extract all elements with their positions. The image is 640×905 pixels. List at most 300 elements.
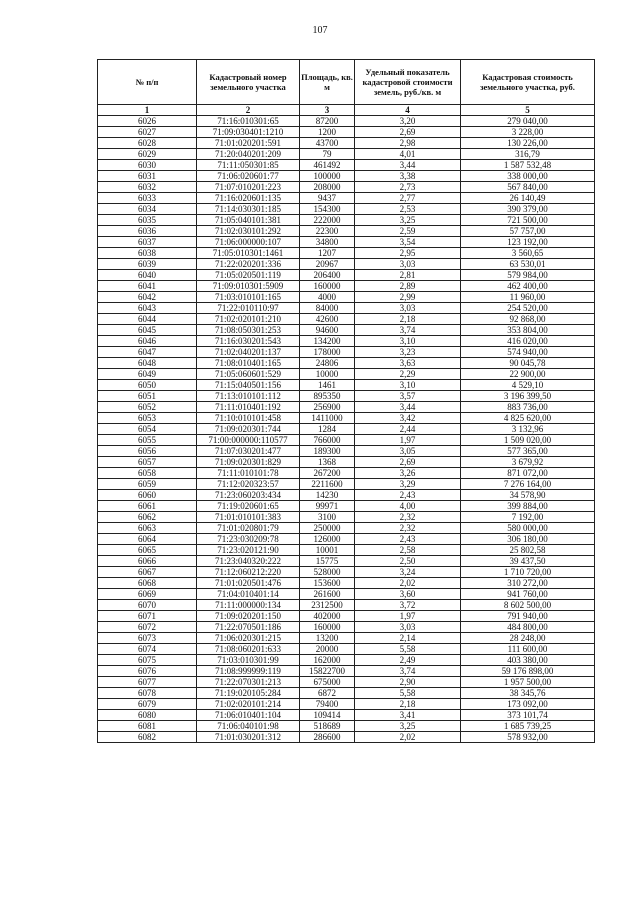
table-row [98, 732, 595, 743]
cell-cadastral-value: 462 400,00 [461, 281, 595, 292]
cell-unit-value: 3,03 [355, 303, 461, 314]
table-row [98, 193, 595, 204]
cell-area: 99971 [300, 501, 355, 512]
cell-cadastral-number: 71:09:020201:150 [197, 611, 300, 622]
cell-area: 162000 [300, 655, 355, 666]
table-row [98, 666, 595, 677]
table-row [98, 699, 595, 710]
cell-cadastral-number: 71:04:010401:14 [197, 589, 300, 600]
table-row [98, 336, 595, 347]
cell-cadastral-value: 3 196 399,50 [461, 391, 595, 402]
cell-unit-value: 2,02 [355, 732, 461, 743]
cell-row-number: 6066 [98, 556, 197, 567]
table-row [98, 413, 595, 424]
cell-unit-value: 3,05 [355, 446, 461, 457]
cell-cadastral-value: 25 802,58 [461, 545, 595, 556]
table-row [98, 424, 595, 435]
cell-area: 518689 [300, 721, 355, 732]
cell-area: 2211600 [300, 479, 355, 490]
cell-unit-value: 2,32 [355, 523, 461, 534]
cell-cadastral-number: 71:02:020101:214 [197, 699, 300, 710]
cell-area: 178000 [300, 347, 355, 358]
cell-row-number: 6069 [98, 589, 197, 600]
cell-area: 1207 [300, 248, 355, 259]
cell-row-number: 6043 [98, 303, 197, 314]
table-row [98, 446, 595, 457]
table-body [98, 116, 595, 743]
cell-unit-value: 2,02 [355, 578, 461, 589]
cell-cadastral-value: 1 957 500,00 [461, 677, 595, 688]
cell-cadastral-number: 71:08:010401:165 [197, 358, 300, 369]
cell-cadastral-number: 71:11:010101:78 [197, 468, 300, 479]
cell-cadastral-value: 34 578,90 [461, 490, 595, 501]
table-row [98, 248, 595, 259]
cell-cadastral-number: 71:23:060203:434 [197, 490, 300, 501]
cell-area: 87200 [300, 116, 355, 127]
table-row [98, 721, 595, 732]
cell-unit-value: 3,41 [355, 710, 461, 721]
cell-cadastral-number: 71:08:050301:253 [197, 325, 300, 336]
cell-row-number: 6078 [98, 688, 197, 699]
cell-cadastral-number: 71:01:020201:591 [197, 138, 300, 149]
cell-cadastral-number: 71:07:030201:477 [197, 446, 300, 457]
cell-cadastral-number: 71:16:010301:65 [197, 116, 300, 127]
cell-cadastral-value: 579 984,00 [461, 270, 595, 281]
table-row [98, 710, 595, 721]
table-row [98, 523, 595, 534]
cell-cadastral-value: 92 868,00 [461, 314, 595, 325]
cell-cadastral-number: 71:06:020601:77 [197, 171, 300, 182]
cell-cadastral-value: 1 710 720,00 [461, 567, 595, 578]
table-row [98, 127, 595, 138]
cell-cadastral-number: 71:11:010401:192 [197, 402, 300, 413]
cell-unit-value: 2,81 [355, 270, 461, 281]
cell-cadastral-number: 71:14:030301:185 [197, 204, 300, 215]
table-row [98, 468, 595, 479]
cell-unit-value: 3,26 [355, 468, 461, 479]
cell-unit-value: 3,10 [355, 380, 461, 391]
cell-row-number: 6059 [98, 479, 197, 490]
cell-row-number: 6068 [98, 578, 197, 589]
cell-cadastral-number: 71:09:030401:1210 [197, 127, 300, 138]
table-row [98, 116, 595, 127]
cell-row-number: 6082 [98, 732, 197, 743]
cell-row-number: 6041 [98, 281, 197, 292]
cell-area: 34800 [300, 237, 355, 248]
cell-area: 15775 [300, 556, 355, 567]
cell-cadastral-value: 173 092,00 [461, 699, 595, 710]
cell-area: 6872 [300, 688, 355, 699]
cell-cadastral-number: 71:03:010301:99 [197, 655, 300, 666]
cell-cadastral-value: 871 072,00 [461, 468, 595, 479]
cell-unit-value: 3,24 [355, 567, 461, 578]
cell-unit-value: 2,73 [355, 182, 461, 193]
cell-unit-value: 2,59 [355, 226, 461, 237]
cell-row-number: 6070 [98, 600, 197, 611]
cell-unit-value: 2,58 [355, 545, 461, 556]
cell-cadastral-value: 279 040,00 [461, 116, 595, 127]
cell-row-number: 6058 [98, 468, 197, 479]
cell-cadastral-number: 71:19:020105:284 [197, 688, 300, 699]
cell-unit-value: 2,77 [355, 193, 461, 204]
cell-cadastral-value: 22 900,00 [461, 369, 595, 380]
cell-cadastral-number: 71:05:020501:119 [197, 270, 300, 281]
cell-cadastral-number: 71:03:010101:165 [197, 292, 300, 303]
cell-cadastral-number: 71:12:020323:57 [197, 479, 300, 490]
cell-row-number: 6071 [98, 611, 197, 622]
cell-row-number: 6027 [98, 127, 197, 138]
table-row [98, 545, 595, 556]
cell-unit-value: 3,60 [355, 589, 461, 600]
cell-cadastral-number: 71:06:020301:215 [197, 633, 300, 644]
table-row [98, 270, 595, 281]
cell-area: 109414 [300, 710, 355, 721]
cell-area: 100000 [300, 171, 355, 182]
cell-area: 79400 [300, 699, 355, 710]
cell-cadastral-number: 71:10:010101:458 [197, 413, 300, 424]
cell-unit-value: 2,18 [355, 314, 461, 325]
cell-area: 4000 [300, 292, 355, 303]
cell-area: 250000 [300, 523, 355, 534]
cell-area: 402000 [300, 611, 355, 622]
table-row [98, 655, 595, 666]
cell-unit-value: 3,25 [355, 721, 461, 732]
cell-unit-value: 3,57 [355, 391, 461, 402]
cell-area: 160000 [300, 281, 355, 292]
cell-cadastral-value: 338 000,00 [461, 171, 595, 182]
cell-row-number: 6040 [98, 270, 197, 281]
cell-cadastral-number: 71:02:020101:210 [197, 314, 300, 325]
cell-cadastral-value: 721 500,00 [461, 215, 595, 226]
cell-unit-value: 3,38 [355, 171, 461, 182]
cell-unit-value: 2,44 [355, 424, 461, 435]
cell-unit-value: 4,01 [355, 149, 461, 160]
cell-cadastral-value: 1 509 020,00 [461, 435, 595, 446]
cell-unit-value: 4,00 [355, 501, 461, 512]
cell-cadastral-number: 71:23:040320:222 [197, 556, 300, 567]
cell-area: 208000 [300, 182, 355, 193]
cell-cadastral-number: 71:06:000000:107 [197, 237, 300, 248]
cell-cadastral-number: 71:22:070501:186 [197, 622, 300, 633]
header-cadastral-value: Кадастровая стоимость земельного участка, руб. [461, 60, 595, 105]
column-number: 2 [197, 105, 300, 116]
cell-cadastral-value: 4 529,10 [461, 380, 595, 391]
cell-row-number: 6063 [98, 523, 197, 534]
cell-unit-value: 3,03 [355, 259, 461, 270]
cell-cadastral-number: 71:01:030201:312 [197, 732, 300, 743]
table-row [98, 567, 595, 578]
cell-row-number: 6026 [98, 116, 197, 127]
cell-row-number: 6031 [98, 171, 197, 182]
table-header-row [98, 60, 595, 105]
cell-row-number: 6052 [98, 402, 197, 413]
column-number: 5 [461, 105, 595, 116]
cell-unit-value: 3,74 [355, 325, 461, 336]
table-row [98, 314, 595, 325]
cell-area: 20967 [300, 259, 355, 270]
table-row [98, 633, 595, 644]
table-row [98, 501, 595, 512]
cell-row-number: 6045 [98, 325, 197, 336]
cell-cadastral-number: 71:22:010110:97 [197, 303, 300, 314]
cell-area: 528000 [300, 567, 355, 578]
cell-row-number: 6032 [98, 182, 197, 193]
cell-row-number: 6051 [98, 391, 197, 402]
cell-unit-value: 3,25 [355, 215, 461, 226]
cell-unit-value: 2,29 [355, 369, 461, 380]
table-row [98, 358, 595, 369]
cell-area: 13200 [300, 633, 355, 644]
table-row [98, 138, 595, 149]
table-row [98, 182, 595, 193]
cell-cadastral-number: 71:19:020601:65 [197, 501, 300, 512]
cell-area: 94600 [300, 325, 355, 336]
cell-cadastral-value: 3 228,00 [461, 127, 595, 138]
cell-area: 42600 [300, 314, 355, 325]
cell-area: 267200 [300, 468, 355, 479]
page-number: 107 [312, 25, 328, 36]
cell-unit-value: 2,49 [355, 655, 461, 666]
table-row [98, 622, 595, 633]
table-row [98, 435, 595, 446]
cell-cadastral-number: 71:16:030201:543 [197, 336, 300, 347]
cell-row-number: 6080 [98, 710, 197, 721]
cell-cadastral-value: 11 960,00 [461, 292, 595, 303]
cell-cadastral-value: 574 940,00 [461, 347, 595, 358]
column-number: 1 [98, 105, 197, 116]
cell-area: 22300 [300, 226, 355, 237]
cell-unit-value: 5,58 [355, 644, 461, 655]
cell-row-number: 6030 [98, 160, 197, 171]
cell-unit-value: 2,89 [355, 281, 461, 292]
cell-cadastral-value: 567 840,00 [461, 182, 595, 193]
cell-cadastral-number: 71:00:000000:110577 [197, 435, 300, 446]
cell-area: 766000 [300, 435, 355, 446]
cell-cadastral-number: 71:23:030209:78 [197, 534, 300, 545]
cell-row-number: 6046 [98, 336, 197, 347]
cell-area: 2312500 [300, 600, 355, 611]
cell-area: 153600 [300, 578, 355, 589]
cell-row-number: 6081 [98, 721, 197, 732]
cell-row-number: 6072 [98, 622, 197, 633]
table-row [98, 171, 595, 182]
table-row [98, 457, 595, 468]
cell-cadastral-value: 791 940,00 [461, 611, 595, 622]
cell-cadastral-value: 580 000,00 [461, 523, 595, 534]
column-number-row [98, 105, 595, 116]
cell-area: 43700 [300, 138, 355, 149]
cell-cadastral-number: 71:01:020801:79 [197, 523, 300, 534]
table-row [98, 149, 595, 160]
table-row [98, 347, 595, 358]
table-row [98, 292, 595, 303]
header-unit-value: Удельный показатель кадастровой стоимости земель, руб./кв. м [355, 60, 461, 105]
cell-unit-value: 2,53 [355, 204, 461, 215]
cell-area: 84000 [300, 303, 355, 314]
cell-cadastral-number: 71:23:020121:90 [197, 545, 300, 556]
cell-row-number: 6033 [98, 193, 197, 204]
cell-unit-value: 2,69 [355, 457, 461, 468]
table-row [98, 204, 595, 215]
cell-cadastral-value: 578 932,00 [461, 732, 595, 743]
cell-area: 1368 [300, 457, 355, 468]
cell-unit-value: 1,97 [355, 435, 461, 446]
cell-unit-value: 3,74 [355, 666, 461, 677]
table-row [98, 369, 595, 380]
cell-row-number: 6054 [98, 424, 197, 435]
cell-cadastral-value: 416 020,00 [461, 336, 595, 347]
cell-area: 9437 [300, 193, 355, 204]
cell-cadastral-number: 71:05:010301:1461 [197, 248, 300, 259]
table-row [98, 237, 595, 248]
cell-row-number: 6062 [98, 512, 197, 523]
cell-row-number: 6065 [98, 545, 197, 556]
cell-unit-value: 3,03 [355, 622, 461, 633]
cell-area: 126000 [300, 534, 355, 545]
table-row [98, 688, 595, 699]
cell-unit-value: 3,20 [355, 116, 461, 127]
cell-cadastral-number: 71:01:010101:383 [197, 512, 300, 523]
cell-row-number: 6055 [98, 435, 197, 446]
cell-area: 3100 [300, 512, 355, 523]
cell-cadastral-value: 4 825 620,00 [461, 413, 595, 424]
cell-unit-value: 2,99 [355, 292, 461, 303]
cell-cadastral-value: 310 272,00 [461, 578, 595, 589]
header-row-number: № п/п [98, 60, 197, 105]
cell-cadastral-value: 1 587 532,48 [461, 160, 595, 171]
cell-cadastral-number: 71:08:999999:119 [197, 666, 300, 677]
cell-cadastral-number: 71:02:040201:137 [197, 347, 300, 358]
cell-unit-value: 1,97 [355, 611, 461, 622]
cell-cadastral-value: 577 365,00 [461, 446, 595, 457]
cell-cadastral-value: 373 101,74 [461, 710, 595, 721]
cell-cadastral-number: 71:22:020201:336 [197, 259, 300, 270]
header-area: Площадь, кв. м [300, 60, 355, 105]
cell-cadastral-number: 71:15:040501:156 [197, 380, 300, 391]
table-row [98, 677, 595, 688]
cell-unit-value: 3,10 [355, 336, 461, 347]
cell-area: 895350 [300, 391, 355, 402]
cell-unit-value: 2,90 [355, 677, 461, 688]
table-row [98, 402, 595, 413]
cell-cadastral-value: 306 180,00 [461, 534, 595, 545]
cell-cadastral-number: 71:02:030101:292 [197, 226, 300, 237]
cell-area: 222000 [300, 215, 355, 226]
cell-row-number: 6050 [98, 380, 197, 391]
cell-unit-value: 3,63 [355, 358, 461, 369]
cell-cadastral-number: 71:20:040201:209 [197, 149, 300, 160]
cell-row-number: 6060 [98, 490, 197, 501]
cell-cadastral-value: 399 884,00 [461, 501, 595, 512]
table-row [98, 281, 595, 292]
cell-cadastral-number: 71:01:020501:476 [197, 578, 300, 589]
cell-row-number: 6042 [98, 292, 197, 303]
cell-area: 261600 [300, 589, 355, 600]
cell-row-number: 6038 [98, 248, 197, 259]
cell-area: 256900 [300, 402, 355, 413]
cell-area: 134200 [300, 336, 355, 347]
cell-row-number: 6076 [98, 666, 197, 677]
cell-cadastral-value: 3 679,92 [461, 457, 595, 468]
cell-row-number: 6075 [98, 655, 197, 666]
cell-cadastral-number: 71:13:010101:112 [197, 391, 300, 402]
cell-cadastral-number: 71:09:010301:5909 [197, 281, 300, 292]
cell-cadastral-value: 130 226,00 [461, 138, 595, 149]
cell-cadastral-number: 71:11:000000:134 [197, 600, 300, 611]
cell-cadastral-value: 254 520,00 [461, 303, 595, 314]
table-row [98, 226, 595, 237]
cell-cadastral-number: 71:09:020301:744 [197, 424, 300, 435]
cell-row-number: 6064 [98, 534, 197, 545]
cell-area: 154300 [300, 204, 355, 215]
cell-cadastral-value: 63 530,01 [461, 259, 595, 270]
cell-cadastral-value: 1 685 739,25 [461, 721, 595, 732]
cell-unit-value: 3,44 [355, 402, 461, 413]
cell-cadastral-value: 7 192,00 [461, 512, 595, 523]
cell-cadastral-value: 90 045,78 [461, 358, 595, 369]
land-cadastral-table [97, 59, 595, 743]
cell-area: 20000 [300, 644, 355, 655]
cell-unit-value: 2,95 [355, 248, 461, 259]
header-cadastral-number: Кадастровый номер земельного участка [197, 60, 300, 105]
cell-unit-value: 3,44 [355, 160, 461, 171]
cell-row-number: 6048 [98, 358, 197, 369]
cell-area: 10000 [300, 369, 355, 380]
cell-unit-value: 3,54 [355, 237, 461, 248]
cell-cadastral-value: 59 176 898,00 [461, 666, 595, 677]
cell-cadastral-number: 71:06:010401:104 [197, 710, 300, 721]
cell-area: 79 [300, 149, 355, 160]
table-row [98, 380, 595, 391]
cell-cadastral-number: 71:06:040101:98 [197, 721, 300, 732]
cell-area: 1200 [300, 127, 355, 138]
cell-row-number: 6028 [98, 138, 197, 149]
cell-cadastral-number: 71:11:050301:85 [197, 160, 300, 171]
cell-cadastral-value: 883 736,00 [461, 402, 595, 413]
column-number: 3 [300, 105, 355, 116]
cell-unit-value: 2,43 [355, 490, 461, 501]
table-row [98, 534, 595, 545]
cell-row-number: 6061 [98, 501, 197, 512]
cell-area: 1284 [300, 424, 355, 435]
table-row [98, 512, 595, 523]
cell-unit-value: 3,29 [355, 479, 461, 490]
cell-row-number: 6067 [98, 567, 197, 578]
table-row [98, 611, 595, 622]
cell-cadastral-value: 123 192,00 [461, 237, 595, 248]
cell-area: 675000 [300, 677, 355, 688]
table-row [98, 644, 595, 655]
cell-row-number: 6039 [98, 259, 197, 270]
table-row [98, 589, 595, 600]
cell-cadastral-value: 57 757,00 [461, 226, 595, 237]
cell-cadastral-value: 38 345,76 [461, 688, 595, 699]
cell-unit-value: 2,98 [355, 138, 461, 149]
cell-cadastral-value: 390 379,00 [461, 204, 595, 215]
cell-row-number: 6056 [98, 446, 197, 457]
cell-area: 189300 [300, 446, 355, 457]
cell-cadastral-value: 484 800,00 [461, 622, 595, 633]
cell-row-number: 6053 [98, 413, 197, 424]
cell-cadastral-value: 353 804,00 [461, 325, 595, 336]
cell-cadastral-value: 8 602 500,00 [461, 600, 595, 611]
cell-unit-value: 3,23 [355, 347, 461, 358]
cell-cadastral-number: 71:05:040101:381 [197, 215, 300, 226]
table-row [98, 479, 595, 490]
cell-unit-value: 5,58 [355, 688, 461, 699]
cell-cadastral-number: 71:05:060601:529 [197, 369, 300, 380]
cell-cadastral-value: 39 437,50 [461, 556, 595, 567]
